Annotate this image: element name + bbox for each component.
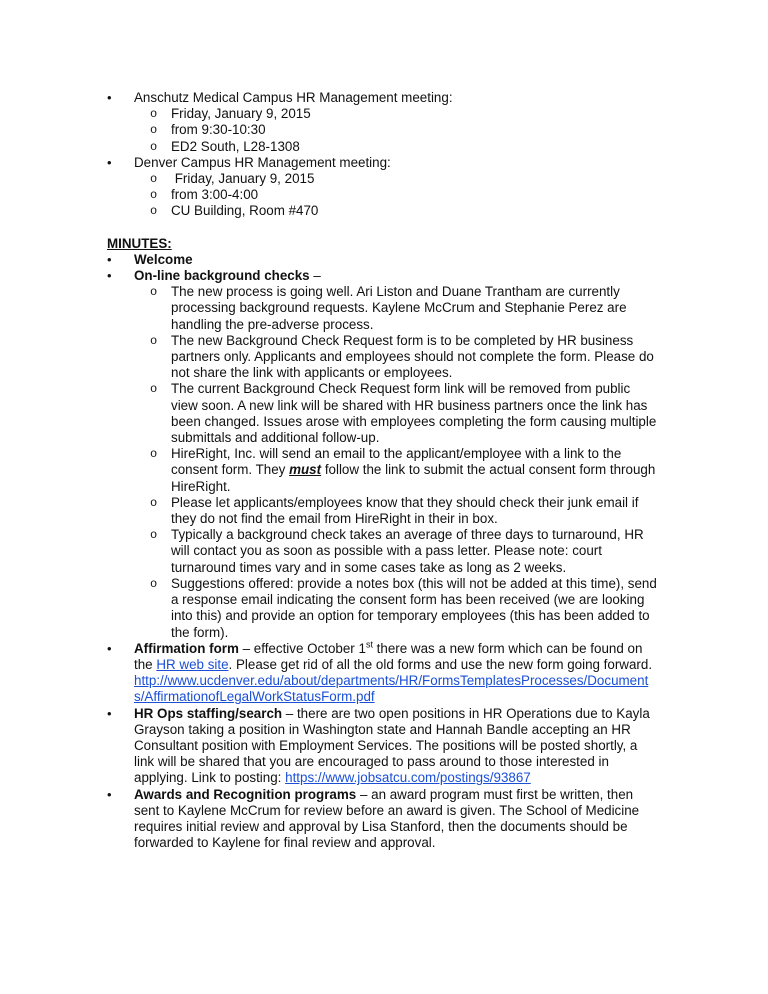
hrops-title: HR Ops staffing/search bbox=[134, 705, 283, 721]
emphasis-must: must bbox=[289, 462, 322, 478]
hr-web-site-link[interactable]: HR web site bbox=[156, 656, 229, 672]
meeting-denver bbox=[107, 155, 657, 171]
meeting-amc-time: o from 9:30-10:30 bbox=[107, 122, 657, 138]
affirmation-form-link[interactable]: http://www.ucdenver.edu/about/departments/HR/FormsTemplatesProcesses/Documents/AffirmationofLegalWorkStatusForm.pdf bbox=[134, 673, 649, 705]
background-point: o Please let applicants/employees know that they should check their junk email if they do not find the email from HireRight in their in box. bbox=[107, 495, 657, 527]
background-point: o Typically a background check takes an average of three days to turnaround, HR will contact you as soon as possible with a pass letter. Please note: court turnaround times vary and in some cases take as long as 2 weeks. bbox=[107, 527, 657, 576]
item-hr-ops: • HR Ops staffing/search – there are two open positions in HR Operations due to Kayla Grayson taking a position in Washington state and Hannah Bandle accepting an HR Consultant position with Employment Services. The positions will be posted shortly, a link will be shared that you are encouraged to pass around to those interested in applying. Link to posting: https://www.jobsatcu.com/postings/93867 bbox=[107, 706, 657, 787]
meeting-amc-title: Anschutz Medical Campus HR Management meeting: bbox=[134, 90, 453, 105]
affirmation-title: Affirmation form bbox=[134, 640, 239, 656]
background-point: o The new process is going well. Ari Liston and Duane Trantham are currently processing background requests. Kaylene McCrum and Stephanie Perez are handling the pre-adverse process. bbox=[107, 284, 657, 333]
item-welcome bbox=[107, 252, 657, 268]
background-point: o The current Background Check Request form link will be removed from public view soon. A new link will be shared with HR business partners once the link has been changed. Issues arose with employees completing the form causing multiple submittals and additional follow-up. bbox=[107, 381, 657, 446]
background-point: o The new Background Check Request form is to be completed by HR business partners only. Applicants and employees should not complete the form. Please do not share the link with applicants or employees. bbox=[107, 333, 657, 382]
job-posting-link[interactable]: https://www.jobsatcu.com/postings/93867 bbox=[285, 770, 531, 786]
awards-title: Awards and Recognition programs bbox=[134, 786, 357, 802]
background-point-hireright: o HireRight, Inc. will send an email to the applicant/employee with a link to the consent form. They must follow the link to submit the actual consent form through HireRight. bbox=[107, 446, 657, 495]
meeting-amc-location: o ED2 South, L28-1308 bbox=[107, 139, 657, 155]
meeting-denver-location: o CU Building, Room #470 bbox=[107, 203, 657, 219]
welcome-title: Welcome bbox=[134, 251, 193, 267]
meeting-denver-title: Denver Campus HR Management meeting: bbox=[134, 154, 391, 170]
meeting-denver-date: o Friday, January 9, 2015 bbox=[107, 171, 657, 187]
item-awards: • Awards and Recognition programs – an award program must first be written, then sent to Kaylene McCrum for review before an award is given. The School of Medicine requires initial review and approval by Lisa Stanford, then the documents should be forwarded to Kaylene for final review and approval. bbox=[107, 787, 657, 852]
meeting-amc bbox=[107, 90, 657, 106]
item-affirmation: • Affirmation form – effective October 1st there was a new form which can be found on the HR web site. Please get rid of all the old forms and use the new form going forward. http://www.ucdenver.edu/about/departments/HR/FormsTemplatesProcesses/Documents/AffirmationofLegalWorkStatusForm.pdf bbox=[107, 641, 657, 706]
meeting-denver-time: o from 3:00-4:00 bbox=[107, 187, 657, 203]
minutes-heading: MINUTES: bbox=[107, 235, 172, 251]
document-body bbox=[107, 90, 657, 851]
background-point: o Suggestions offered: provide a notes box (this will not be added at this time), send a response email indicating the consent form has been received (we are looking into this) and provide an option for temporary employees (this has been added to the form). bbox=[107, 576, 657, 641]
item-background-checks: • On-line background checks – bbox=[107, 268, 657, 284]
background-title: On-line background checks bbox=[134, 268, 310, 284]
meeting-amc-date: o Friday, January 9, 2015 bbox=[107, 106, 657, 122]
